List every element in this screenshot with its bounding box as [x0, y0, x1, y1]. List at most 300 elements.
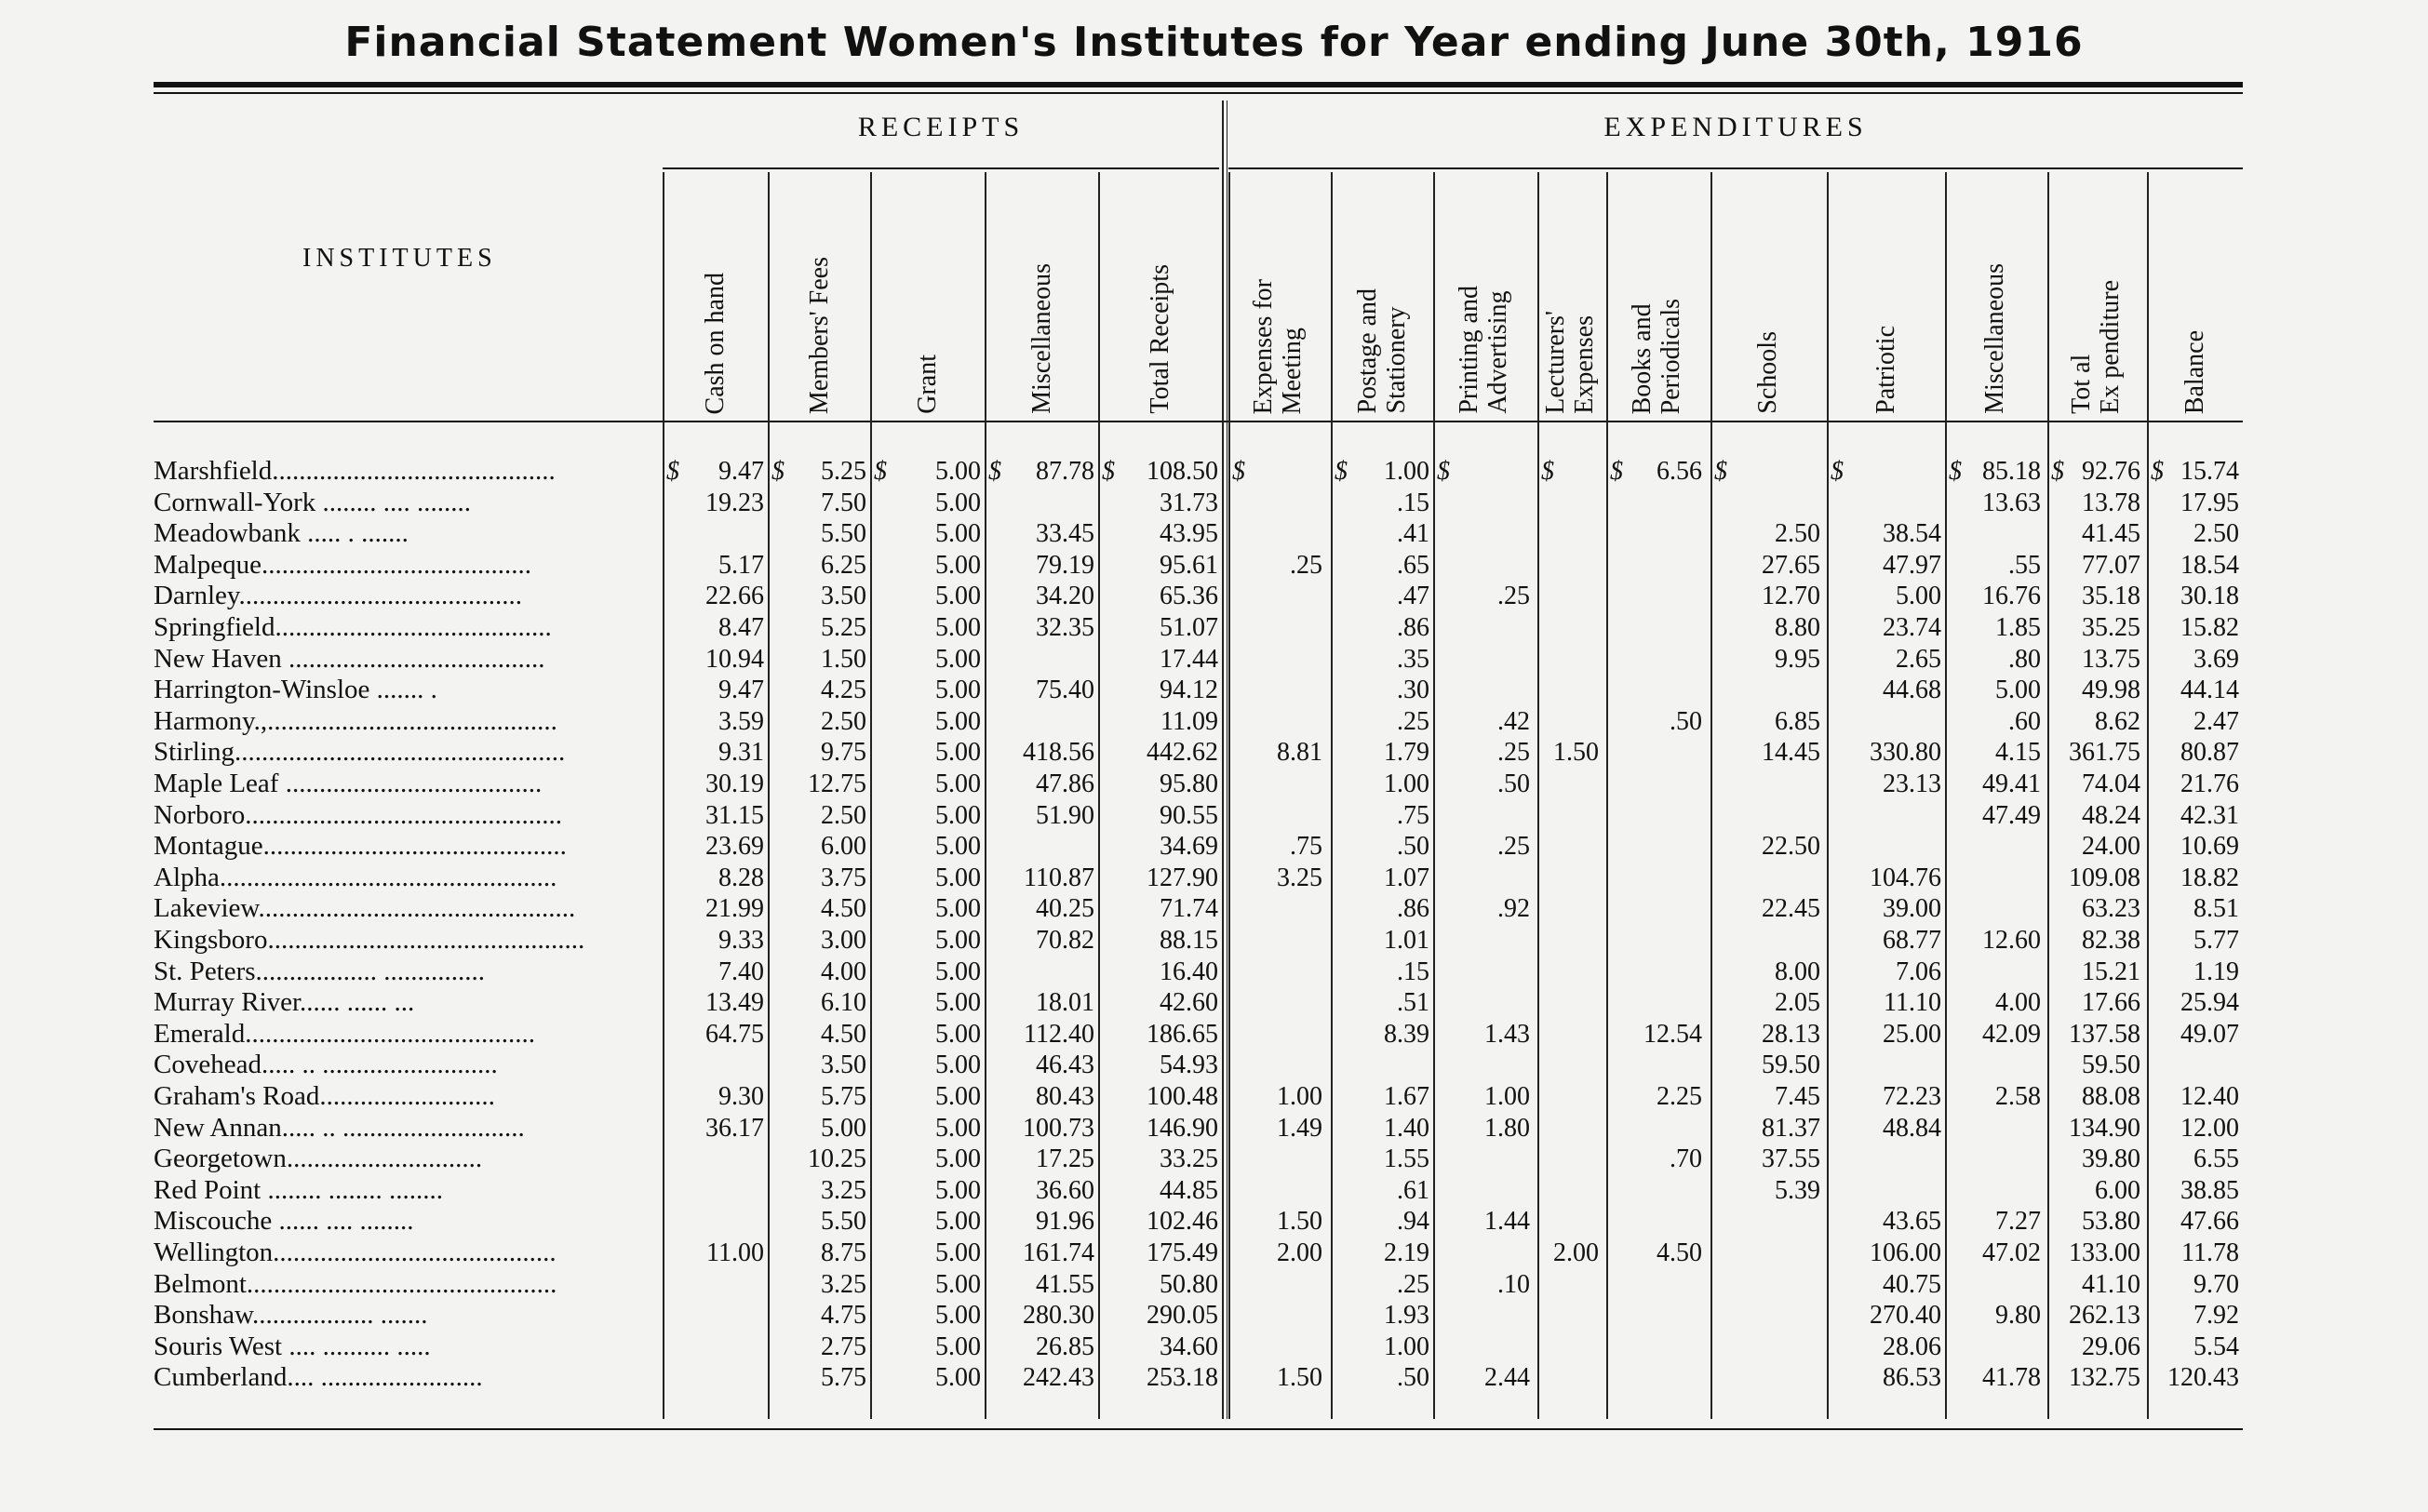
value-cell: 5.00	[935, 926, 981, 955]
currency-sign: $	[1102, 457, 1115, 486]
value-cell: 133.00	[2069, 1238, 2140, 1267]
value-cell: 1.55	[1384, 1144, 1429, 1174]
value-cell: 29.06	[2082, 1331, 2140, 1361]
institute-name: Lakeview...............................................	[154, 893, 576, 924]
value-cell: 1.00	[1277, 1082, 1322, 1111]
value-cell: 280.30	[1023, 1301, 1094, 1331]
value-cell: 5.00	[935, 957, 981, 986]
currency-sign: $	[1610, 457, 1623, 486]
value-cell: 7.06	[1896, 957, 1941, 986]
value-cell: 1.40	[1384, 1113, 1429, 1143]
institutes-header: INSTITUTES	[302, 244, 497, 273]
value-cell: .50	[1497, 769, 1530, 798]
value-cell: .41	[1397, 519, 1429, 549]
value-cell: 4.00	[821, 957, 866, 986]
value-cell: 59.50	[2082, 1050, 2140, 1080]
value-cell: 5.75	[821, 1082, 866, 1111]
value-cell: 5.50	[821, 1207, 866, 1237]
value-cell: 5.25	[821, 613, 866, 642]
value-cell: 51.07	[1160, 613, 1218, 642]
value-cell: 5.00	[935, 769, 981, 798]
value-cell: 9.80	[1995, 1301, 2041, 1331]
value-cell: .15	[1397, 957, 1429, 986]
value-cell: 1.19	[2193, 957, 2239, 986]
value-cell: 5.00	[935, 1175, 981, 1205]
value-cell: 70.82	[1036, 926, 1094, 955]
value-cell: 2.50	[821, 706, 866, 736]
currency-sign: $	[1437, 457, 1450, 486]
value-cell: 9.47	[718, 457, 764, 486]
expenditures-group-rule	[1228, 167, 2243, 169]
value-cell: 7.27	[1995, 1207, 2041, 1237]
value-cell: 38.85	[2180, 1175, 2239, 1205]
column-header: Cash on hand	[701, 272, 730, 414]
value-cell: .50	[1397, 832, 1429, 862]
value-cell: 5.00	[1896, 582, 1941, 611]
value-cell: 42.09	[1982, 1019, 2041, 1049]
table-row	[0, 1300, 2428, 1331]
value-cell: 19.23	[705, 488, 764, 517]
currency-sign: $	[1232, 457, 1245, 486]
value-cell: 108.50	[1147, 457, 1218, 486]
value-cell: 5.00	[935, 582, 981, 611]
value-cell: 4.15	[1995, 738, 2041, 768]
institute-name: Malpeque........................................	[154, 549, 531, 580]
value-cell: 12.70	[1762, 582, 1820, 611]
value-cell: 6.85	[1775, 706, 1820, 736]
value-cell: 1.00	[1384, 1331, 1429, 1361]
institute-name: Stirling.................................................	[154, 737, 566, 768]
value-cell: 17.66	[2082, 988, 2140, 1018]
table-row	[0, 1269, 2428, 1300]
column-header: Miscellaneous	[1026, 263, 1056, 414]
value-cell: 5.00	[821, 1113, 866, 1143]
value-cell: 5.00	[935, 676, 981, 705]
value-cell: 47.49	[1982, 800, 2041, 830]
value-cell: 1.00	[1484, 1082, 1530, 1111]
value-cell: 3.50	[821, 1050, 866, 1080]
value-cell: .10	[1497, 1269, 1530, 1299]
table-row	[0, 987, 2428, 1018]
value-cell: .92	[1497, 894, 1530, 924]
value-cell: 82.38	[2082, 926, 2140, 955]
value-cell: 18.01	[1036, 988, 1094, 1018]
value-cell: 28.06	[1883, 1331, 1941, 1361]
table-row	[0, 1175, 2428, 1206]
value-cell: .50	[1397, 1363, 1429, 1393]
value-cell: 46.43	[1036, 1050, 1094, 1080]
table-row	[0, 831, 2428, 862]
value-cell: 4.00	[1995, 988, 2041, 1018]
table-row	[0, 1113, 2428, 1144]
value-cell: 1.67	[1384, 1082, 1429, 1111]
currency-sign: $	[874, 457, 887, 486]
value-cell: 253.18	[1147, 1363, 1218, 1393]
institute-name: Springfield.........................................	[154, 612, 552, 642]
column-header: Printing and Advertising	[1455, 286, 1512, 414]
value-cell: 48.84	[1883, 1113, 1941, 1143]
value-cell: 44.85	[1160, 1175, 1218, 1205]
value-cell: 330.80	[1870, 738, 1941, 768]
value-cell: 3.00	[821, 926, 866, 955]
value-cell: 5.00	[1995, 676, 2041, 705]
value-cell: 5.00	[935, 488, 981, 517]
value-cell: 2.58	[1995, 1082, 2041, 1111]
currency-sign: $	[771, 457, 785, 486]
value-cell: .75	[1397, 800, 1429, 830]
value-cell: 40.25	[1036, 894, 1094, 924]
value-cell: 32.35	[1036, 613, 1094, 642]
value-cell: 161.74	[1023, 1238, 1094, 1267]
value-cell: 5.00	[935, 519, 981, 549]
value-cell: 65.36	[1160, 582, 1218, 611]
value-cell: 110.87	[1024, 863, 1094, 892]
value-cell: 25.94	[2180, 988, 2239, 1018]
institute-name: Norboro...............................................	[154, 799, 563, 830]
value-cell: 100.73	[1023, 1113, 1094, 1143]
value-cell: 8.80	[1775, 613, 1820, 642]
value-cell: 1.93	[1384, 1301, 1429, 1331]
column-header: Schools	[1752, 331, 1782, 414]
value-cell: 9.33	[718, 926, 764, 955]
value-cell: 270.40	[1870, 1301, 1941, 1331]
value-cell: 13.78	[2082, 488, 2140, 517]
table-row	[0, 706, 2428, 737]
value-cell: 175.49	[1147, 1238, 1218, 1267]
value-cell: 9.47	[718, 676, 764, 705]
table-row	[0, 1144, 2428, 1174]
value-cell: 77.07	[2082, 550, 2140, 580]
value-cell: 7.50	[821, 488, 866, 517]
value-cell: 8.81	[1277, 738, 1322, 768]
table-row	[0, 456, 2428, 487]
value-cell: 104.76	[1870, 863, 1941, 892]
value-cell: 8.39	[1384, 1019, 1429, 1049]
value-cell: 43.65	[1883, 1207, 1941, 1237]
value-cell: .65	[1397, 550, 1429, 580]
value-cell: 47.02	[1982, 1238, 2041, 1267]
value-cell: 5.00	[935, 1331, 981, 1361]
value-cell: 5.00	[935, 1050, 981, 1080]
institute-name: Marshfield..........................................	[154, 456, 556, 486]
value-cell: 106.00	[1870, 1238, 1941, 1267]
value-cell: 35.18	[2082, 582, 2140, 611]
value-cell: 88.15	[1160, 926, 1218, 955]
value-cell: 5.00	[935, 1301, 981, 1331]
value-cell: 102.46	[1147, 1207, 1218, 1237]
institute-name: Red Point ........ ........ ........	[154, 1174, 443, 1205]
value-cell: 12.54	[1643, 1019, 1702, 1049]
column-header: Expenses for Meeting	[1248, 278, 1307, 414]
value-cell: 8.47	[718, 613, 764, 642]
value-cell: 16.76	[1982, 582, 2041, 611]
value-cell: 44.14	[2180, 676, 2239, 705]
value-cell: 13.75	[2082, 644, 2140, 674]
value-cell: 5.00	[935, 550, 981, 580]
institute-name: Miscouche ...... .... ........	[154, 1206, 414, 1237]
value-cell: 2.00	[1277, 1238, 1322, 1267]
value-cell: 1.79	[1384, 738, 1429, 768]
value-cell: 90.55	[1160, 800, 1218, 830]
value-cell: 25.00	[1883, 1019, 1941, 1049]
value-cell: 41.45	[2082, 519, 2140, 549]
value-cell: 1.50	[821, 644, 866, 674]
value-cell: 47.66	[2180, 1207, 2239, 1237]
table-row	[0, 644, 2428, 675]
value-cell: 1.00	[1384, 457, 1429, 486]
value-cell: 85.18	[1982, 457, 2041, 486]
value-cell: 5.00	[935, 863, 981, 892]
value-cell: 2.47	[2193, 706, 2239, 736]
institute-name: Covehead..... .. ..........................	[154, 1050, 498, 1080]
table-row	[0, 675, 2428, 705]
value-cell: .25	[1497, 582, 1530, 611]
value-cell: 17.44	[1160, 644, 1218, 674]
value-cell: 9.95	[1775, 644, 1820, 674]
value-cell: 1.50	[1277, 1207, 1322, 1237]
value-cell: 12.00	[2180, 1113, 2239, 1143]
value-cell: 24.00	[2082, 832, 2140, 862]
value-cell: 418.56	[1023, 738, 1094, 768]
value-cell: 34.60	[1160, 1331, 1218, 1361]
value-cell: 12.40	[2180, 1082, 2239, 1111]
value-cell: 21.99	[705, 894, 764, 924]
value-cell: 8.00	[1775, 957, 1820, 986]
value-cell: 51.90	[1036, 800, 1094, 830]
value-cell: 23.13	[1883, 769, 1941, 798]
table-row	[0, 581, 2428, 611]
currency-sign: $	[1714, 457, 1727, 486]
table-row	[0, 1019, 2428, 1050]
value-cell: .75	[1290, 832, 1322, 862]
value-cell: 3.69	[2193, 644, 2239, 674]
column-header: Postage and Stationery	[1353, 288, 1411, 414]
value-cell: 71.74	[1160, 894, 1218, 924]
value-cell: 17.95	[2180, 488, 2239, 517]
value-cell: 81.37	[1762, 1113, 1820, 1143]
value-cell: .25	[1497, 738, 1530, 768]
column-header: Lecturers' Expenses	[1541, 311, 1599, 414]
value-cell: 1.50	[1553, 738, 1599, 768]
value-cell: 5.50	[821, 519, 866, 549]
value-cell: 5.39	[1775, 1175, 1820, 1205]
institute-name: Meadowbank ..... . .......	[154, 518, 409, 549]
column-header: Total Receipts	[1146, 264, 1174, 414]
value-cell: 5.00	[935, 1238, 981, 1267]
value-cell: 11.00	[706, 1238, 764, 1267]
currency-sign: $	[2051, 457, 2064, 486]
value-cell: 2.05	[1775, 988, 1820, 1018]
value-cell: 22.50	[1762, 832, 1820, 862]
value-cell: 2.75	[821, 1331, 866, 1361]
column-header: Grant	[913, 355, 942, 414]
table-row	[0, 957, 2428, 987]
value-cell: 41.10	[2082, 1269, 2140, 1299]
value-cell: 15.74	[2180, 457, 2239, 486]
value-cell: 21.76	[2180, 769, 2239, 798]
column-header: Tot al Ex penditure	[2067, 280, 2125, 414]
value-cell: 5.00	[935, 1082, 981, 1111]
value-cell: .25	[1397, 1269, 1429, 1299]
value-cell: 49.07	[2180, 1019, 2239, 1049]
institute-name: Cornwall-York ........ .... ........	[154, 487, 472, 517]
value-cell: 7.45	[1775, 1082, 1820, 1111]
value-cell: 31.73	[1160, 488, 1218, 517]
value-cell: 30.18	[2180, 582, 2239, 611]
value-cell: 3.25	[821, 1269, 866, 1299]
value-cell: 37.55	[1762, 1144, 1820, 1174]
value-cell: 5.00	[935, 1019, 981, 1049]
value-cell: 5.00	[935, 1207, 981, 1237]
column-header: Patriotic	[1871, 326, 1900, 414]
title-rule-thick	[154, 82, 2243, 87]
value-cell: 47.86	[1036, 769, 1094, 798]
value-cell: 1.01	[1384, 926, 1429, 955]
value-cell: 6.00	[821, 832, 866, 862]
institute-name: Harmony.,...........................................	[154, 705, 557, 736]
value-cell: 18.82	[2180, 863, 2239, 892]
value-cell: .60	[2008, 706, 2041, 736]
table-row	[0, 893, 2428, 924]
title-rule-thin	[154, 92, 2243, 94]
value-cell: .30	[1397, 676, 1429, 705]
value-cell: 33.25	[1160, 1144, 1218, 1174]
value-cell: 9.70	[2193, 1269, 2239, 1299]
currency-sign: $	[2151, 457, 2164, 486]
value-cell: 100.48	[1147, 1082, 1218, 1111]
table-bottom-rule	[154, 1428, 2243, 1430]
institute-name: Belmont..............................................	[154, 1268, 557, 1299]
currency-sign: $	[988, 457, 1001, 486]
value-cell: 54.93	[1160, 1050, 1218, 1080]
value-cell: 5.00	[935, 1144, 981, 1174]
value-cell: 4.50	[821, 894, 866, 924]
value-cell: .94	[1397, 1207, 1429, 1237]
value-cell: 6.25	[821, 550, 866, 580]
value-cell: 88.08	[2082, 1082, 2140, 1111]
institute-name: St. Peters.................. ...............	[154, 956, 486, 986]
expenditures-group-label: EXPENDITURES	[1603, 112, 1868, 142]
table-row	[0, 737, 2428, 768]
column-header: Books and Periodicals	[1627, 298, 1685, 414]
value-cell: 12.75	[808, 769, 866, 798]
value-cell: 5.17	[718, 550, 764, 580]
value-cell: 2.00	[1553, 1238, 1599, 1267]
value-cell: 112.40	[1024, 1019, 1094, 1049]
value-cell: 18.54	[2180, 550, 2239, 580]
value-cell: 26.85	[1036, 1331, 1094, 1361]
value-cell: 186.65	[1147, 1019, 1218, 1049]
value-cell: 1.85	[1995, 613, 2041, 642]
value-cell: 41.78	[1982, 1363, 2041, 1393]
value-cell: 3.25	[1277, 863, 1322, 892]
institute-name: Graham's Road..........................	[154, 1081, 495, 1111]
value-cell: 9.30	[718, 1082, 764, 1111]
value-cell: 2.19	[1384, 1238, 1429, 1267]
value-cell: 63.23	[2082, 894, 2140, 924]
value-cell: 11.10	[1884, 988, 1941, 1018]
table-row	[0, 1362, 2428, 1393]
value-cell: 5.00	[935, 988, 981, 1018]
value-cell: 5.00	[935, 1113, 981, 1143]
value-cell: 4.50	[821, 1019, 866, 1049]
value-cell: 442.62	[1147, 738, 1218, 768]
value-cell: 262.13	[2069, 1301, 2140, 1331]
value-cell: 53.80	[2082, 1207, 2140, 1237]
value-cell: 12.60	[1982, 926, 2041, 955]
value-cell: 95.80	[1160, 769, 1218, 798]
value-cell: 146.90	[1147, 1113, 1218, 1143]
value-cell: 44.68	[1883, 676, 1941, 705]
value-cell: 2.44	[1484, 1363, 1530, 1393]
value-cell: 86.53	[1883, 1363, 1941, 1393]
value-cell: 2.50	[2193, 519, 2239, 549]
value-cell: 8.75	[821, 1238, 866, 1267]
receipts-group-label: RECEIPTS	[857, 112, 1025, 142]
value-cell: .61	[1397, 1175, 1429, 1205]
value-cell: 132.75	[2069, 1363, 2140, 1393]
institute-name: Montague.............................................	[154, 831, 567, 862]
page-title: Financial Statement Women's Institutes for Year ending June 30th, 1916	[344, 19, 2084, 66]
value-cell: 242.43	[1023, 1363, 1094, 1393]
value-cell: 59.50	[1762, 1050, 1820, 1080]
value-cell: 127.90	[1147, 863, 1218, 892]
value-cell: 4.75	[821, 1301, 866, 1331]
value-cell: .86	[1397, 894, 1429, 924]
value-cell: 4.25	[821, 676, 866, 705]
table-row	[0, 612, 2428, 643]
value-cell: 42.31	[2180, 800, 2239, 830]
value-cell: 47.97	[1883, 550, 1941, 580]
value-cell: 7.92	[2193, 1301, 2239, 1331]
column-header: Miscellaneous	[1980, 263, 2009, 414]
value-cell: 361.75	[2069, 738, 2140, 768]
institute-name: Souris West .... .......... .....	[154, 1331, 431, 1361]
value-cell: .25	[1290, 550, 1322, 580]
column-header: Balance	[2180, 329, 2209, 414]
value-cell: 36.17	[705, 1113, 764, 1143]
table-row	[0, 925, 2428, 956]
value-cell: 134.90	[2069, 1113, 2140, 1143]
value-cell: 94.12	[1160, 676, 1218, 705]
value-cell: 8.51	[2193, 894, 2239, 924]
value-cell: 80.43	[1036, 1082, 1094, 1111]
value-cell: 34.69	[1160, 832, 1218, 862]
value-cell: 43.95	[1160, 519, 1218, 549]
value-cell: 33.45	[1036, 519, 1094, 549]
value-cell: .42	[1497, 706, 1530, 736]
value-cell: 290.05	[1147, 1301, 1218, 1331]
value-cell: 92.76	[2082, 457, 2140, 486]
value-cell: 5.00	[935, 706, 981, 736]
table-row	[0, 769, 2428, 799]
value-cell: 137.58	[2069, 1019, 2140, 1049]
value-cell: 49.41	[1982, 769, 2041, 798]
institute-name: Cumberland.... ........................	[154, 1362, 483, 1393]
value-cell: 68.77	[1883, 926, 1941, 955]
value-cell: 49.98	[2082, 676, 2140, 705]
value-cell: 40.75	[1883, 1269, 1941, 1299]
value-cell: 5.00	[935, 738, 981, 768]
value-cell: .55	[2008, 550, 2041, 580]
value-cell: .25	[1397, 706, 1429, 736]
value-cell: 13.49	[705, 988, 764, 1018]
column-header: Members' Fees	[804, 256, 834, 414]
value-cell: 72.23	[1883, 1082, 1941, 1111]
value-cell: 5.00	[935, 1363, 981, 1393]
value-cell: 41.55	[1036, 1269, 1094, 1299]
value-cell: 16.40	[1160, 957, 1218, 986]
